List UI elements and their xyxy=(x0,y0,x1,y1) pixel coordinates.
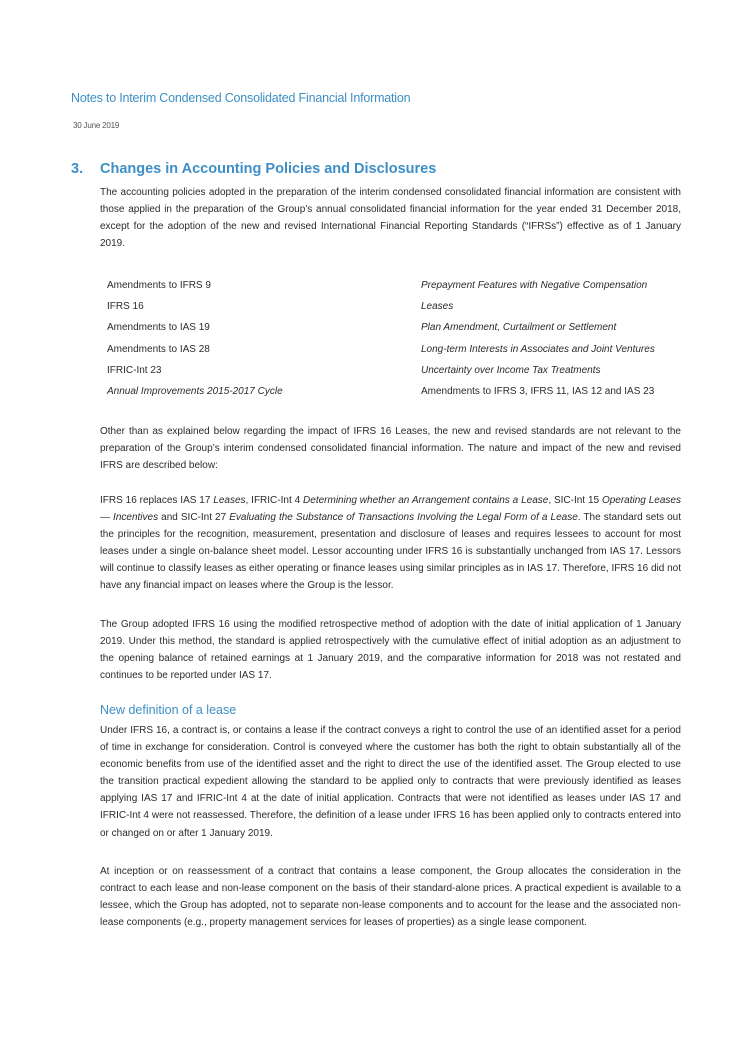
standard-name: Amendments to IAS 19 xyxy=(107,322,210,334)
text-run-italic: Operating Leases — Incentives xyxy=(100,495,681,524)
standards-row xyxy=(107,383,677,404)
page-header-date: 30 June 2019 xyxy=(73,121,120,130)
text-run-italic: Leases xyxy=(213,495,246,506)
standard-description: Leases xyxy=(421,301,454,313)
standard-name: Amendments to IAS 28 xyxy=(107,343,210,355)
standard-description: Long-term Interests in Associates and Joint Ventures xyxy=(421,343,655,355)
text-run: and SIC-Int 27 xyxy=(158,512,230,524)
standard-description: Uncertainty over Income Tax Treatments xyxy=(421,364,601,376)
standard-name: IFRS 16 xyxy=(107,301,144,313)
lease-definition-subheading: New definition of a lease xyxy=(100,703,237,717)
standards-table xyxy=(107,277,677,404)
text-run: IFRS 16 replaces IAS 17 xyxy=(100,495,214,506)
standard-description: Prepayment Features with Negative Compensation xyxy=(421,280,648,291)
standard-name: Amendments to IFRS 9 xyxy=(107,280,211,291)
standards-row xyxy=(107,319,677,340)
standards-row xyxy=(107,298,677,319)
text-run: , SIC-Int 15 xyxy=(548,495,602,506)
lease-component-paragraph: At inception or on reassessment of a contract that contains a lease component, the Group allocates the consideration in the contract to each lease and non-lease component on the basis of their standard-alone prices. A practical expedient is available to a lessee, which the Group has adopted, not to separate non-lease components and to account for the lease and the associated non-lease components (e.g., property management services for leases of properties) as a single lease component. xyxy=(100,866,681,929)
lease-definition-paragraph: Under IFRS 16, a contract is, or contains a lease if the contract conveys a right to control the use of an identified asset for a period of time in exchange for consideration. Control is conveyed where the customer has both the right to obtain substantially all of the economic benefits from use of the identified asset and the right to direct the use of the identified asset. The Group elected to use the transition practical expedient allowing the standard to be applied only to contracts that were previously identified as leases applying IAS 17 and IFRIC-Int 4 at the date of initial application. Contracts that were not identified as leases under IAS 17 and IFRIC-Int 4 were not reassessed. Therefore, the definition of a lease under IFRS 16 has been applied only to contracts entered into or changed on or after 1 January 2019. xyxy=(100,725,681,839)
standard-name: IFRIC-Int 23 xyxy=(107,364,162,376)
standards-row xyxy=(107,362,677,383)
ifrs16-paragraph xyxy=(100,492,681,595)
standards-row xyxy=(107,277,677,298)
standards-row xyxy=(107,341,677,362)
section-heading xyxy=(71,161,436,177)
standard-description: Amendments to IFRS 3, IFRS 11, IAS 12 and IAS 23 xyxy=(421,385,655,397)
standard-name: Annual Improvements 2015-2017 Cycle xyxy=(107,385,283,397)
text-run: , IFRIC-Int 4 xyxy=(245,495,304,506)
section-number: 3. xyxy=(71,161,84,177)
page-header-title: Notes to Interim Condensed Consolidated Financial Information xyxy=(71,91,411,105)
text-run: . The standard sets out the principles for the recognition, measurement, presentation and disclosure of leases and requires lessees to account for most leases under a single on-balance sheet model. Lessor accounting under IFRS 16 is substantially unchanged from IAS 17. Lessors will continue to classify leases as either operating or finance leases using similar principles as in IAS 17. Therefore, IFRS 16 did not have any financial impact on leases where the Group is the lessor. xyxy=(100,512,681,592)
impact-paragraph: Other than as explained below regarding the impact of IFRS 16 Leases, the new and revised standards are not relevant to the preparation of the Group’s interim condensed consolidated financial information. The nature and impact of the new and revised IFRS are described below: xyxy=(100,426,681,472)
standard-description: Plan Amendment, Curtailment or Settlement xyxy=(421,322,617,334)
intro-paragraph: The accounting policies adopted in the preparation of the interim condensed consolidated financial information are consistent with those applied in the preparation of the Group’s annual consolidated financial information for the year ended 31 December 2018, except for the adoption of the new and revised International Financial Reporting Standards (“IFRSs”) effective as of 1 January 2019. xyxy=(100,187,681,250)
text-run-italic: Evaluating the Substance of Transactions Involving the Legal Form of a Lease xyxy=(229,512,578,524)
adoption-paragraph: The Group adopted IFRS 16 using the modified retrospective method of adoption with the date of initial application of 1 January 2019. Under this method, the standard is applied retrospectively with the cumulative effect of initial adoption as an adjustment to the opening balance of retained earnings at 1 January 2019, and the comparative information for 2018 was not restated and continues to be reported under IAS 17. xyxy=(100,619,681,682)
section-title: Changes in Accounting Policies and Disclosures xyxy=(100,161,437,177)
text-run-italic: Determining whether an Arrangement contains a Lease xyxy=(303,495,549,506)
